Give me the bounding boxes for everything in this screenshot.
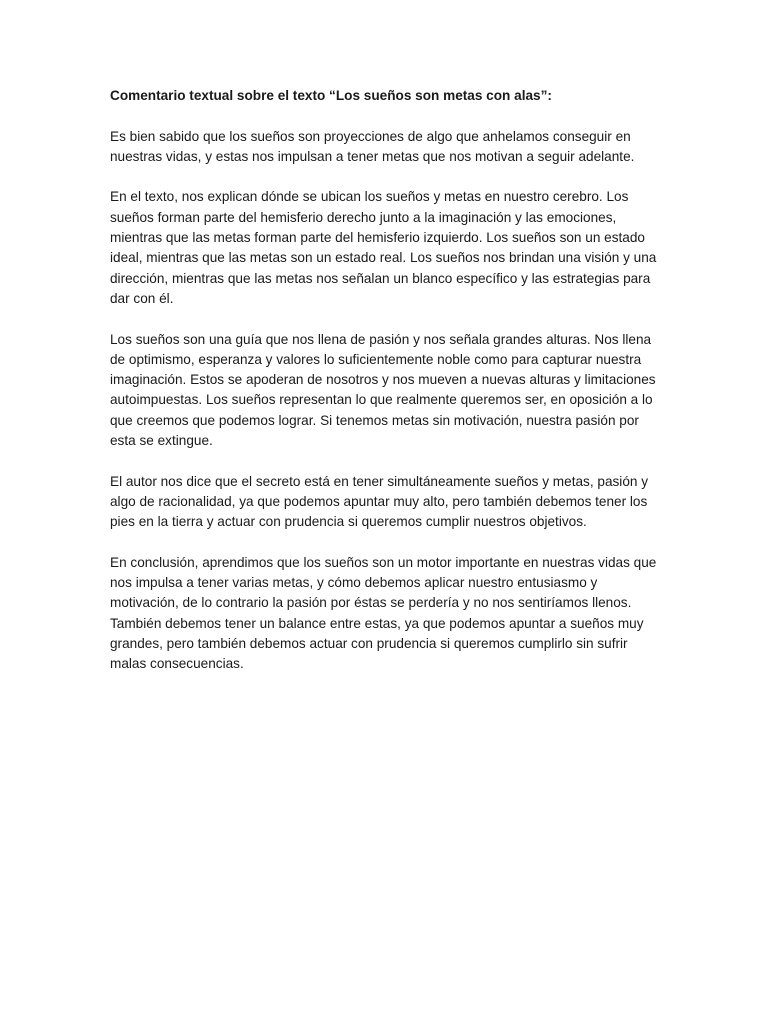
paragraph-intro: Es bien sabido que los sueños son proyecciones de algo que anhelamos conseguir en nuestras vidas, y estas nos impulsan a tener metas que nos motivan a seguir adelante. xyxy=(110,128,635,164)
paragraph-author-secret: El autor nos dice que el secreto está en tener simultáneamente sueños y metas, pasión y algo de racionalidad, ya que podemos apuntar muy alto, pero también debemos tener los pies en la tierra y actuar con prudencia si queremos cumplir nuestros objetivos. xyxy=(110,473,649,530)
document-body xyxy=(110,86,660,695)
document-title: Comentario textual sobre el texto “Los sueños son metas con alas”: xyxy=(110,88,552,103)
paragraph-dreams-guide: Los sueños son una guía que nos llena de pasión y nos señala grandes alturas. Nos llena de optimismo, esperanza y valores lo suficientemente noble como para capturar nuestra imaginación. Estos se apoderan de nosotros y nos mueven a nuevas alturas y limitaciones autoimpuestas. Los sueños representan lo que realmente queremos ser, en oposición a lo que creemos que podemos lograr. Si tenemos metas sin motivación, nuestra pasión por esta se extingue. xyxy=(110,331,656,449)
paragraph-brain-hemispheres: En el texto, nos explican dónde se ubican los sueños y metas en nuestro cerebro. Los sueños forman parte del hemisferio derecho junto a la imaginación y las emociones, mientras que las metas forman parte del hemisferio izquierdo. Los sueños son un estado ideal, mientras que las metas son un estado real. Los sueños nos brindan una visión y una dirección, mientras que las metas nos señalan un blanco específico y las estrategias para dar con él. xyxy=(110,189,657,306)
paragraph-conclusion: En conclusión, aprendimos que los sueños son un motor importante en nuestras vidas que nos impulsa a tener varias metas, y cómo debemos aplicar nuestro entusiasmo y motivación, de lo contrario la pasión por éstas se perdería y no nos sentiríamos llenos. También debemos tener un balance entre estas, ya que podemos apuntar a sueños muy grandes, pero también debemos actuar con prudencia si queremos cumplirlo sin sufrir malas consecuencias. xyxy=(110,554,657,672)
